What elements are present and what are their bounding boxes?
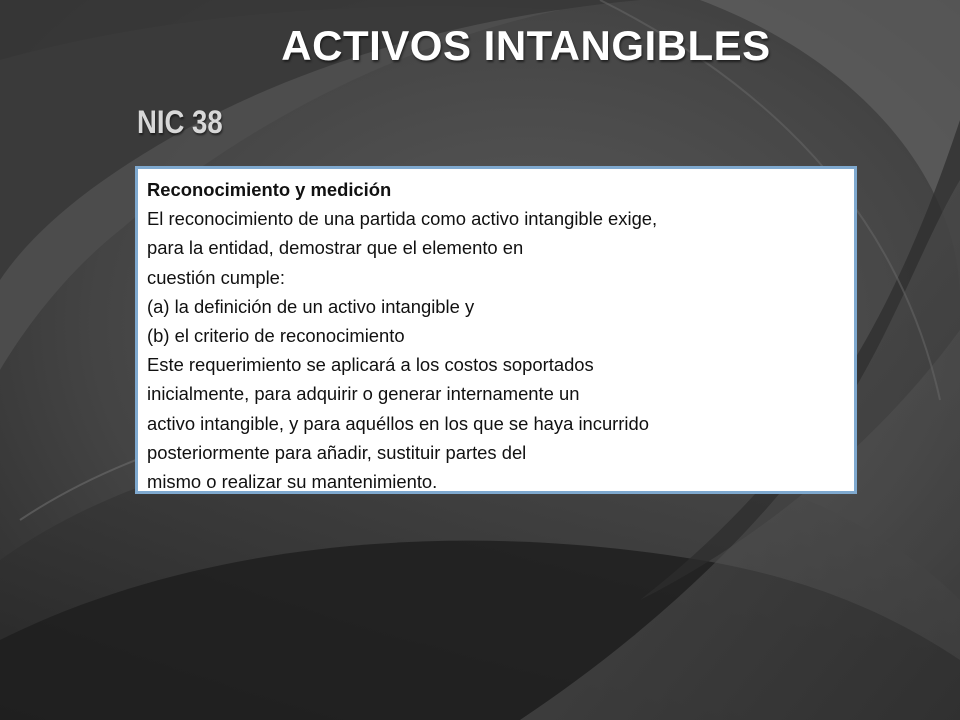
content-line: inicialmente, para adquirir o generar internamente un: [147, 383, 580, 405]
content-heading: Reconocimiento y medición: [147, 179, 392, 200]
content-line: para la entidad, demostrar que el elemento en: [147, 237, 524, 259]
content-line: mismo o realizar su mantenimiento.: [147, 471, 438, 493]
content-line: (b) el criterio de reconocimiento: [147, 325, 405, 347]
slide-title: ACTIVOS INTANGIBLES: [281, 22, 771, 69]
content-line: posteriormente para añadir, sustituir partes del: [147, 441, 527, 463]
slide-subtitle: NIC 38: [137, 104, 223, 140]
content-text-box: [135, 166, 857, 494]
content-line: cuestión cumple:: [147, 266, 286, 288]
content-line: El reconocimiento de una partida como activo intangible exige,: [147, 208, 658, 230]
content-line: Este requerimiento se aplicará a los costos soportados: [147, 354, 594, 376]
content-line: activo intangible, y para aquéllos en los que se haya incurrido: [147, 412, 649, 434]
content-line: (a) la definición de un activo intangible y: [147, 295, 475, 317]
